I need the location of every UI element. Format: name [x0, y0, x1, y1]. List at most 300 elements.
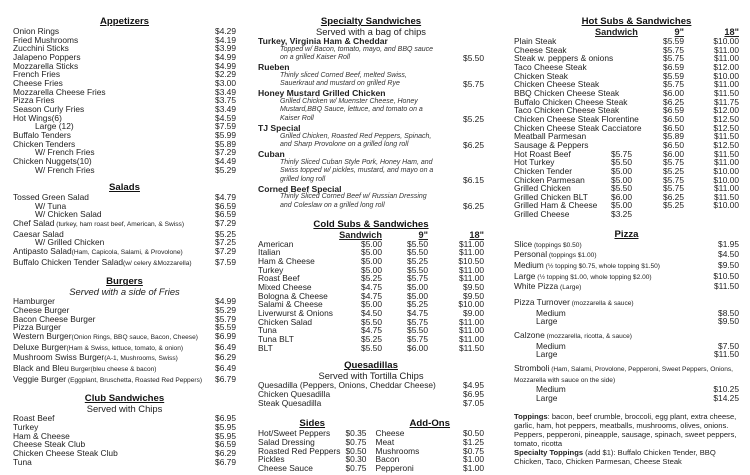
item-price: $4.59	[215, 112, 236, 123]
item-name: Tuna BLT	[258, 334, 294, 344]
item-name: American	[258, 238, 294, 249]
menu-item	[514, 282, 739, 293]
item-name: Tuna	[258, 325, 277, 336]
item-price-0: $3.25	[611, 209, 632, 220]
item-price: $4.19	[215, 34, 236, 45]
item-name	[536, 350, 557, 359]
item-price: $6.25	[463, 140, 484, 151]
column-header-0: Sandwich	[595, 27, 638, 37]
item-name: Ham & Cheese	[258, 256, 315, 267]
specialty-item	[258, 124, 484, 150]
item-price-2: $11.00	[714, 53, 739, 64]
item-name: Mixed Cheese	[258, 282, 312, 293]
item-price-1: $5.75	[663, 157, 684, 168]
item-name-text: Hot Wings(6)	[13, 112, 62, 123]
menu-item	[13, 414, 236, 423]
section-subtitle: Served with Tortilla Chips	[318, 370, 424, 382]
item-price-0: $5.50	[361, 316, 382, 327]
item-price: $0.50	[345, 445, 367, 456]
item-description-text: Thinly sliced Corned Beef, melted Swiss, Sauerkraut and mustard on grilled Rye	[280, 71, 407, 88]
addons-section	[376, 419, 484, 472]
item-name-text: Black and Bleu	[13, 363, 69, 373]
item-price: $4.29	[215, 26, 236, 36]
item-name: Chicken Cheese Steak Florentine	[514, 113, 639, 124]
item-name	[514, 261, 660, 272]
item-price: $5.99	[215, 129, 236, 140]
burgers-section	[13, 277, 236, 385]
section-title: Cold Subs & Sandwiches	[313, 218, 429, 230]
section-title: Pizza	[614, 228, 639, 240]
item-price: $7.05	[463, 397, 484, 408]
column-header-1: 9"	[674, 27, 684, 37]
item-note: (Large)	[558, 284, 582, 292]
item-name-text: Slice	[514, 238, 533, 249]
item-price: $4.50	[718, 249, 739, 260]
item-name-text: Jalapeno Poppers	[13, 51, 81, 62]
item-price-2: $11.50	[459, 342, 484, 353]
item-price-0: $4.75	[361, 282, 382, 293]
item-price: $2.29	[215, 69, 236, 80]
item-price-0: $5.00	[611, 174, 632, 185]
item-price: $6.59	[215, 439, 236, 450]
item-price: $9.50	[718, 260, 739, 271]
item-price-1: $4.75	[407, 308, 428, 319]
section-title: Specialty Sandwiches	[320, 16, 422, 27]
menu-item	[13, 375, 236, 386]
item-price: $4.99	[215, 296, 236, 307]
item-price-2: $11.00	[714, 183, 739, 194]
item-price: $6.29	[215, 447, 236, 458]
item-price: $5.89	[215, 138, 236, 149]
item-price-1: $6.50	[663, 139, 684, 150]
item-price-2: $11.00	[459, 247, 484, 258]
item-price: $5.75	[463, 79, 484, 90]
item-price-0: $5.50	[611, 183, 632, 194]
item-price: $5.50	[463, 53, 484, 64]
specialty-item	[258, 37, 484, 63]
item-price: $3.00	[215, 77, 236, 88]
item-name: Taco Cheese Steak	[514, 61, 587, 72]
item-price: $5.79	[215, 313, 236, 324]
item-description-text: Thinly Sliced Cuban Style Pork, Honey Ham, and Swiss topped w/ pickles, mustard, and mayo on a grilled long roll	[280, 158, 434, 184]
item-name	[376, 464, 414, 473]
appetizers-section	[13, 17, 236, 174]
item-name-text: Chicken Nuggets(10)	[13, 155, 92, 166]
column-header-2: 18"	[469, 229, 484, 240]
item-description	[258, 159, 484, 185]
item-price-0: $5.25	[361, 273, 382, 284]
item-price-1: $5.59	[663, 36, 684, 46]
item-name: Buffalo Chicken Cheese Steak	[514, 96, 628, 107]
item-price-2: $11.00	[459, 238, 484, 249]
item-price-0: $5.75	[611, 148, 632, 159]
item-price: $6.49	[215, 363, 236, 373]
toppings-list: : bacon, beef crumble, broccoli, egg plant, extra cheese, garlic, ham, hot peppers, meatballs, mushrooms, olives, onions. Peppers, pepperoni, pineapple, sausage, spinach, sweet peppers, tomato, ricotta	[514, 411, 737, 448]
item-description	[258, 98, 484, 124]
item-name-text: Chicken Tenders	[13, 138, 76, 149]
item-price-1: $6.50	[663, 113, 684, 124]
right-column	[514, 17, 739, 466]
menu-item	[514, 240, 739, 251]
item-name-text: Stromboli	[514, 363, 550, 373]
item-note: (turkey, ham roast beef, American, & Swiss)	[54, 221, 185, 229]
item-price: $6.79	[215, 373, 236, 384]
item-price-2: $11.00	[459, 325, 484, 336]
item-name: Turkey, Virginia Ham & Cheddar	[258, 36, 388, 46]
item-note: (Ham, Salami, Provolone, Pepperoni, Sweet Peppers, Onions, Mozzarella with sauce on the side)	[514, 366, 733, 384]
item-price-1: $5.00	[407, 290, 428, 301]
item-price-1: $5.89	[663, 131, 684, 142]
section-title: Sides	[299, 418, 326, 430]
item-price: $4.99	[215, 60, 236, 71]
menu-item	[514, 250, 739, 261]
item-name-text: Zucchini Sticks	[13, 43, 69, 54]
item-price-1: $5.75	[407, 273, 428, 284]
item-name-text: W/ Chicken Salad	[35, 209, 102, 220]
menu-item	[13, 449, 236, 458]
item-name-text: Cheese Burger	[13, 305, 70, 316]
item-description	[258, 193, 484, 210]
item-note: (A-1, Mushrooms, Swiss)	[104, 355, 178, 363]
item-price-2: $11.50	[714, 191, 739, 202]
item-price-0: $4.75	[361, 325, 382, 336]
item-price: $5.29	[215, 305, 236, 316]
section-title: Hot Subs & Sandwiches	[581, 16, 692, 27]
item-price: $10.50	[713, 270, 739, 281]
item-price-1: $5.75	[407, 334, 428, 344]
item-price: $9.50	[718, 316, 739, 327]
item-price-1: $5.75	[663, 79, 684, 90]
item-price: $6.25	[463, 201, 484, 212]
item-name-text: Pizza Burger	[13, 322, 61, 333]
menu-item	[13, 458, 236, 467]
menu-item	[376, 464, 484, 473]
item-name-text: Mozzarella Sticks	[13, 60, 79, 71]
item-name	[514, 282, 581, 293]
item-name	[536, 317, 557, 326]
section-subtitle: Served with a side of Fries	[69, 286, 180, 298]
left-column	[13, 17, 236, 475]
item-name-text: Large	[536, 349, 558, 360]
item-description-text: Topped w/ Bacon, tomato, mayo, and BBQ sauce on a grilled Kaiser Roll	[280, 45, 434, 62]
item-name-text: White Pizza	[514, 281, 559, 292]
specialty-sandwiches-section	[258, 17, 484, 211]
item-price-1: $5.50	[407, 325, 428, 336]
item-price-1: $5.50	[407, 264, 428, 275]
item-name: Meatball Parmesan	[514, 131, 587, 142]
item-price: $7.25	[215, 237, 236, 248]
item-name: Grilled Chicken	[514, 183, 571, 194]
item-name: Taco Chicken Cheese Steak	[514, 105, 620, 116]
item-price-1: $5.75	[663, 174, 684, 185]
item-name: Cheese Steak	[514, 44, 567, 55]
item-price-2: $11.00	[459, 334, 484, 344]
toppings-label: Toppings	[514, 411, 548, 421]
item-price: $10.25	[713, 384, 739, 395]
item-note: (Onion Rings, BBQ sauce, Bacon, Cheese)	[71, 334, 198, 342]
item-price: $6.95	[215, 413, 236, 424]
menu-item	[13, 258, 236, 269]
item-name-text: Hamburger	[13, 296, 55, 307]
item-price: $0.75	[345, 462, 367, 473]
item-price: $7.29	[215, 147, 236, 158]
item-price-2: $12.00	[713, 61, 739, 72]
item-price-2: $10.00	[713, 36, 739, 46]
item-price-2: $10.50	[458, 256, 484, 267]
item-price-2: $11.00	[714, 157, 739, 168]
item-price-2: $9.50	[463, 290, 484, 301]
section-title: Add-Ons	[409, 418, 451, 430]
item-name-text: W/ French Fries	[35, 164, 95, 175]
specialty-item	[258, 185, 484, 211]
item-name	[13, 258, 192, 269]
item-price-0: $5.00	[361, 256, 382, 267]
item-name: Roast Beef	[258, 273, 300, 284]
item-price-0: $4.75	[361, 290, 382, 301]
item-price-1: $6.25	[663, 96, 684, 107]
item-price-0: $5.00	[361, 247, 382, 258]
item-note: (Ham, Capicola, Salami, & Provolone)	[71, 249, 183, 257]
item-price-0: $5.25	[361, 334, 382, 344]
item-name-text: Large	[536, 392, 558, 403]
item-price: $3.99	[215, 43, 236, 54]
item-price: $3.75	[215, 95, 236, 106]
item-name-text: Mozzarella Cheese Fries	[13, 86, 106, 97]
item-name-text: Steak Quesadilla	[258, 397, 322, 408]
pizza-group	[514, 364, 739, 403]
item-price-0: $5.50	[361, 342, 382, 353]
item-price: $7.29	[215, 218, 236, 229]
item-price: $14.25	[713, 392, 739, 403]
item-price-1: $6.00	[407, 342, 428, 353]
item-price: $11.50	[714, 281, 739, 292]
item-price-0: $5.00	[361, 264, 382, 275]
menu-item	[13, 166, 236, 175]
specialty-toppings-label: Specialty Toppings	[514, 447, 584, 457]
item-price: $5.25	[215, 228, 236, 239]
item-name	[536, 394, 557, 403]
item-price-2: $11.00	[459, 264, 484, 275]
item-price-2: $11.50	[714, 131, 739, 142]
item-price: $4.79	[215, 192, 236, 203]
item-price: $5.59	[215, 322, 236, 333]
item-price: $5.29	[215, 164, 236, 175]
menu-item	[258, 464, 366, 473]
item-price: $6.79	[215, 456, 236, 467]
item-price-1: $5.75	[663, 44, 684, 55]
item-name: Cuban	[258, 148, 285, 159]
item-name: Hot Turkey	[514, 157, 555, 168]
item-name-text: Cheese Steak Club	[13, 439, 86, 450]
item-note: (w/ celery &Mozzarella)	[123, 259, 192, 267]
item-price-2: $11.75	[714, 96, 739, 107]
item-price: $1.95	[718, 238, 739, 249]
item-name-text: Medium	[536, 340, 566, 351]
specialty-toppings-list: (add $1): Buffalo Chicken Tender, BBQ Chicken, Taco, Chicken Parmesan, Cheese Steak	[514, 447, 716, 466]
section-title: Club Sandwiches	[84, 393, 165, 405]
column-header-1: 9"	[418, 229, 428, 240]
item-price-2: $11.50	[714, 148, 739, 159]
item-price: $1.00	[463, 462, 484, 473]
item-name-text: Tuna	[13, 456, 32, 467]
item-price: $6.49	[215, 341, 236, 352]
item-name: Chicken Cheese Steak	[514, 79, 600, 90]
item-price-1: $6.25	[663, 191, 684, 202]
item-name	[258, 464, 313, 473]
item-note: (mozzarella, ricotta, & sauce)	[544, 333, 632, 341]
item-price: $6.15	[463, 175, 484, 186]
item-name: Chicken Salad	[258, 316, 313, 327]
item-name-text: Large	[514, 270, 536, 281]
item-name-text: Ham & Cheese	[13, 430, 70, 441]
item-price-0: $6.00	[611, 191, 632, 202]
item-price-1: $6.00	[663, 148, 684, 159]
menu-item	[514, 350, 739, 359]
pizza-group	[514, 331, 739, 359]
item-name-text: Calzone	[514, 330, 545, 341]
item-price-2: $12.50	[713, 122, 739, 133]
item-note: (mozzarella & sauce)	[569, 300, 634, 308]
specialty-item	[258, 89, 484, 124]
item-name	[13, 375, 202, 386]
sides-section	[258, 419, 366, 472]
item-price: $4.95	[463, 380, 484, 391]
item-name: TJ Special	[258, 122, 301, 133]
item-name: Steak w. peppers & onions	[514, 53, 614, 64]
item-price-2: $11.00	[714, 79, 739, 90]
section-subtitle: Served with Chips	[86, 403, 163, 415]
column-header-2: 18"	[724, 27, 739, 37]
item-name-text: Large (12)	[35, 121, 74, 132]
item-price: $7.59	[215, 256, 236, 267]
item-name-text: Pepperoni	[375, 462, 414, 473]
item-price-1: $6.59	[663, 61, 684, 72]
item-price: $0.75	[345, 436, 367, 447]
item-name: Italian	[258, 247, 281, 258]
item-price-0: $5.00	[361, 238, 382, 249]
item-price: $0.30	[345, 454, 367, 465]
item-name: Honey Mustard Grilled Chicken	[258, 88, 386, 99]
item-note: (toppings $0.50)	[532, 241, 582, 249]
item-name-text: Cheese Sauce	[258, 462, 313, 473]
item-price: $0.75	[463, 445, 484, 456]
item-price-2: $12.00	[713, 105, 739, 116]
item-description-text: Grilled Chicken w/ Muenster Cheese, Honey Mustard,BBQ Sauce, lettuce, and tomato on a Kaiser Roll	[280, 97, 423, 123]
item-name: Salami & Cheese	[258, 299, 323, 310]
item-price-2: $10.00	[458, 299, 484, 310]
item-price: $4.99	[215, 51, 236, 62]
item-name-text: Roasted Red Peppers	[258, 445, 341, 456]
item-price: $7.29	[215, 246, 236, 257]
item-name-text: Medium	[514, 260, 544, 271]
item-price-2: $9.50	[463, 282, 484, 293]
item-price: $0.35	[345, 428, 367, 439]
item-price-2: $11.00	[459, 316, 484, 327]
item-description-text: Grilled Chicken, Roasted Red Peppers, Spinach, and Sharp Provolone on a grilled long roll	[280, 132, 432, 149]
item-price: $7.50	[718, 340, 739, 351]
item-price-2: $10.00	[713, 174, 739, 185]
item-price: $6.95	[463, 388, 484, 399]
item-name	[514, 363, 733, 384]
specialty-item	[258, 150, 484, 185]
section-title: Quesadillas	[344, 360, 398, 372]
item-name: Chicken Cheese Steak Cacciatore	[514, 122, 642, 133]
item-price-1: $6.00	[663, 87, 684, 98]
specialty-item	[258, 63, 484, 89]
item-price-0: $5.00	[611, 165, 632, 176]
item-name: Rueben	[258, 62, 290, 73]
item-price: $1.00	[463, 454, 484, 465]
middle-column	[258, 17, 484, 473]
section-subtitle: Served with a bag of chips	[316, 26, 426, 37]
item-price-0: $5.50	[611, 157, 632, 168]
item-name-text: Chicken Quesadilla	[258, 388, 331, 399]
item-price-1: $5.50	[407, 247, 428, 258]
item-price-1: $6.59	[663, 105, 684, 116]
item-name-text: Salad Dressing	[258, 436, 315, 447]
item-name-text: Veggie Burger	[13, 373, 67, 384]
item-name-text: Meat	[375, 436, 395, 447]
quesadillas-section	[258, 361, 484, 407]
menu-item	[514, 394, 739, 403]
hot-subs-section	[514, 17, 739, 219]
item-name-text: French Fries	[13, 69, 61, 80]
item-name: Turkey	[258, 264, 284, 275]
item-price-2: $11.00	[714, 44, 739, 55]
section-title: Burgers	[106, 276, 143, 288]
item-name: Sausage & Peppers	[514, 139, 589, 150]
item-name-text: Chicken Cheese Steak Club	[13, 447, 118, 458]
pizza-group	[514, 240, 739, 293]
section-title: Appetizers	[99, 16, 150, 27]
item-price: $6.99	[215, 331, 236, 342]
item-price: $8.50	[718, 307, 739, 318]
item-name-text: Hot/Sweet Peppers	[258, 428, 331, 439]
item-name: Grilled Ham & Cheese	[514, 200, 598, 211]
item-name-text: Onion Rings	[13, 26, 60, 36]
item-price-1: $5.59	[663, 70, 684, 81]
item-name-text: Chef Salad	[13, 218, 55, 229]
item-note: (½ topping $1.00, whole topping $2.00)	[535, 273, 652, 281]
item-name-text: Cheese	[375, 428, 405, 439]
item-name-text: Quesadilla (Peppers, Onions, Cheddar Cheese)	[258, 380, 436, 391]
item-price-1: $5.25	[663, 200, 684, 211]
item-name-text: Roast Beef	[13, 413, 55, 424]
item-price: $6.29	[215, 352, 236, 363]
item-name: Bologna & Cheese	[258, 290, 328, 301]
item-name: Corned Beef Special	[258, 183, 342, 194]
item-price: $0.50	[463, 428, 484, 439]
item-name	[258, 399, 321, 408]
item-name	[514, 298, 634, 309]
item-name	[13, 458, 32, 467]
item-price-1	[632, 210, 684, 219]
item-note: (toppings $1.00)	[547, 252, 597, 260]
item-description-text: Thinly Sliced Corned Beef w/ Russian Dressing and Coleslaw on a grilled long roll	[280, 193, 427, 210]
item-price-1: $5.25	[407, 299, 428, 310]
item-name-text: Western Burger	[13, 331, 72, 342]
item-price-2: $10.00	[713, 200, 739, 211]
menu-item	[258, 399, 484, 408]
item-name-text: W/ French Fries	[35, 147, 95, 158]
cold-subs-section	[258, 220, 484, 353]
pizza-section	[514, 230, 739, 403]
club-sandwiches-section	[13, 394, 236, 466]
item-name-text: Medium	[536, 307, 566, 318]
item-price-1: $5.25	[663, 165, 684, 176]
section-title: Salads	[109, 182, 140, 194]
item-name-text: Pickles	[258, 454, 285, 465]
